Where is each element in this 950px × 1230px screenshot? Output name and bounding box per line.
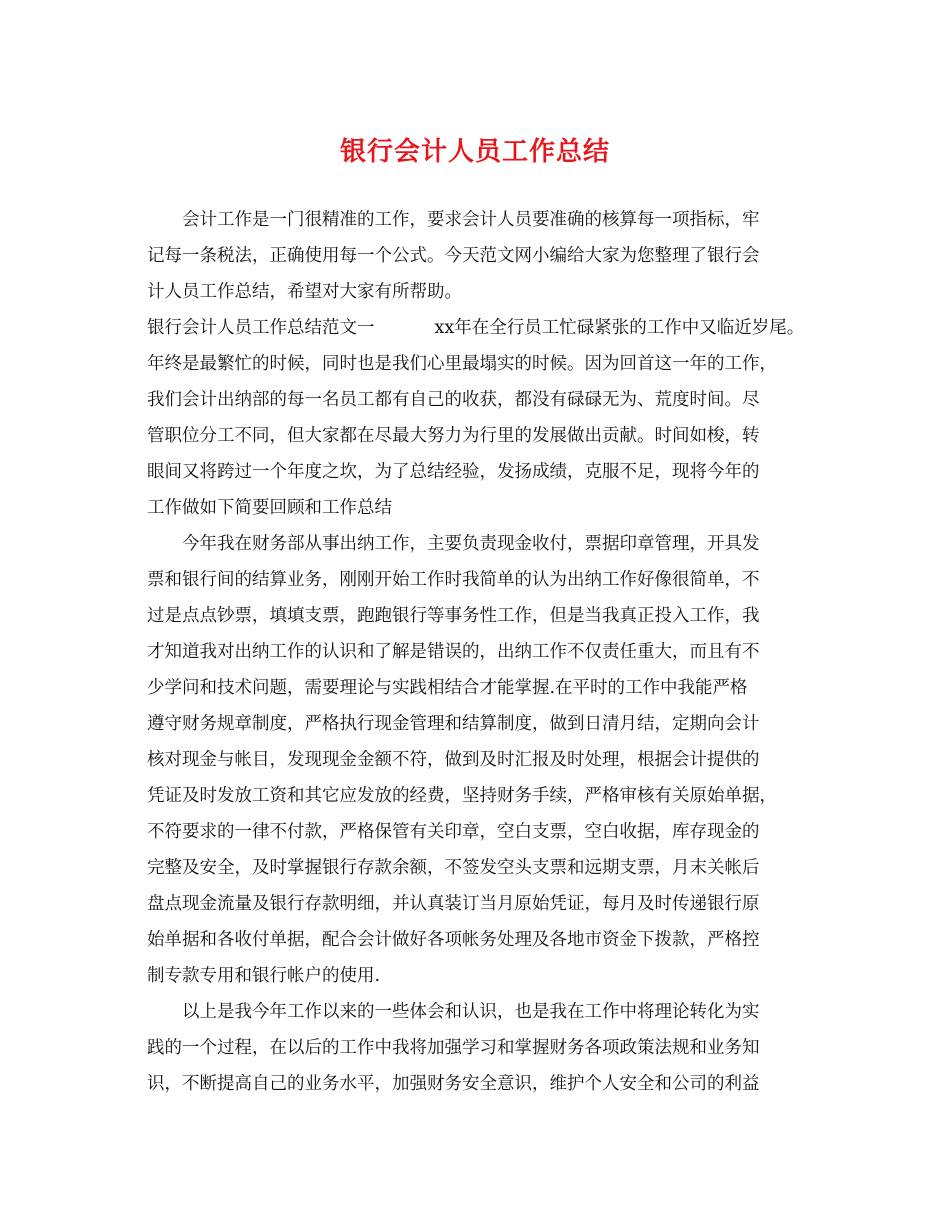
paragraph-line: 才知道我对出纳工作的认识和了解是错误的，出纳工作不仅责任重大，而且有不 (147, 642, 760, 662)
paragraph-line: 票和银行间的结算业务，刚刚开始工作时我简单的认为出纳工作好像很简单，不 (147, 570, 760, 590)
paragraph-line: 年终是最繁忙的时候，同时也是我们心里最塌实的时候。因为回首这一年的工作， (147, 354, 777, 374)
paragraph-line: 工作做如下简要回顾和工作总结 (147, 498, 392, 518)
paragraph-line: 记每一条税法，正确使用每一个公式。今天范文网小编给大家为您整理了银行会 (147, 246, 760, 266)
paragraph-line: 我们会计出纳部的每一名员工都有自己的收获，都没有碌碌无为、荒度时间。尽 (147, 390, 760, 410)
paragraph-line: 过是点点钞票，填填支票，跑跑银行等事务性工作，但是当我真正投入工作，我 (147, 606, 760, 626)
paragraph-line: 今年我在财务部从事出纳工作，主要负责现金收付，票据印章管理，开具发 (182, 534, 760, 554)
paragraph-line: 计人员工作总结，希望对大家有所帮助。 (147, 282, 462, 302)
paragraph-line: 践的一个过程，在以后的工作中我将加强学习和掌握财务各项政策法规和业务知 (147, 1038, 760, 1058)
paragraph-line: 不符要求的一律不付款，严格保管有关印章，空白支票，空白收据，库存现金的 (147, 822, 760, 842)
paragraph-line: 少学问和技术问题，需要理论与实践相结合才能掌握.在平时的工作中我能严格 (147, 678, 748, 698)
paragraph-line: 管职位分工不同，但大家都在尽最大努力为行里的发展做出贡献。时间如梭，转 (147, 426, 760, 446)
paragraph-line: 凭证及时发放工资和其它应发放的经费，坚持财务手续，严格审核有关原始单据， (147, 786, 777, 806)
paragraph-line: 制专款专用和银行帐户的使用. (147, 966, 381, 986)
paragraph-line: 完整及安全，及时掌握银行存款余额，不签发空头支票和远期支票，月末关帐后 (147, 858, 760, 878)
section-heading-text: xx年在全行员工忙碌紧张的工作中又临近岁尾。 (434, 318, 805, 338)
paragraph-line: 会计工作是一门很精准的工作，要求会计人员要准确的核算每一项指标，牢 (182, 210, 760, 230)
paragraph-line: 眼间又将跨过一个年度之坎，为了总结经验，发扬成绩，克服不足，现将今年的 (147, 462, 760, 482)
paragraph-line: 始单据和各收付单据，配合会计做好各项帐务处理及各地市资金下拨款，严格控 (147, 930, 760, 950)
section-heading-line (147, 316, 807, 340)
document-title: 银行会计人员工作总结 (339, 137, 610, 167)
paragraph-line: 遵守财务规章制度，严格执行现金管理和结算制度，做到日清月结，定期向会计 (147, 714, 760, 734)
paragraph-line: 盘点现金流量及银行存款明细，并认真装订当月原始凭证，每月及时传递银行原 (147, 894, 760, 914)
paragraph-line: 以上是我今年工作以来的一些体会和认识，也是我在工作中将理论转化为实 (182, 1002, 760, 1022)
paragraph-line: 识，不断提高自己的业务水平，加强财务安全意识，维护个人安全和公司的利益 (147, 1074, 760, 1094)
paragraph-line: 核对现金与帐目，发现现金金额不符，做到及时汇报及时处理，根据会计提供的 (147, 750, 760, 770)
section-heading-label: 银行会计人员工作总结范文一 (147, 318, 375, 338)
